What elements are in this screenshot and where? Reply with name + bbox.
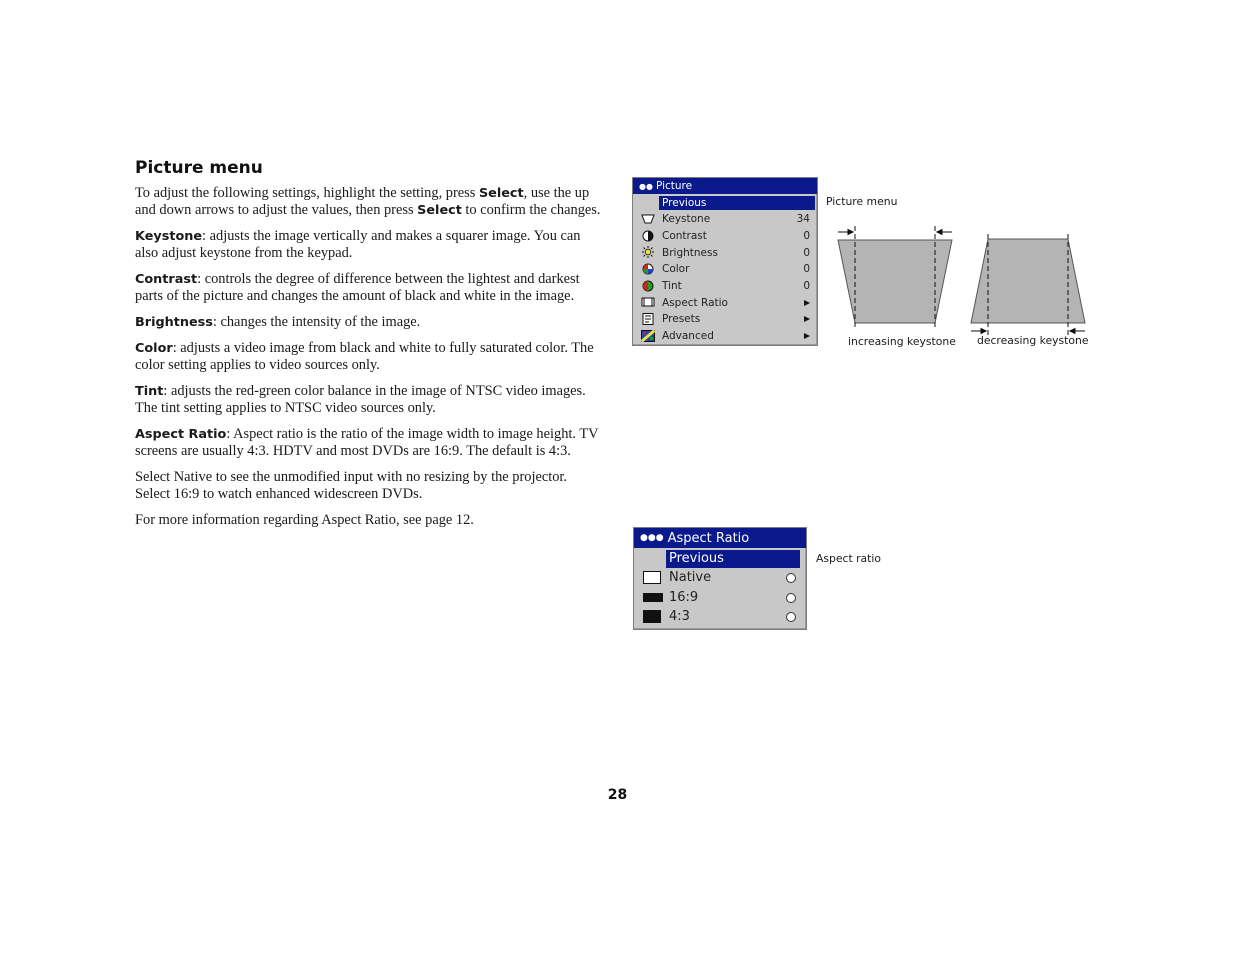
aspect-option-native[interactable] [634, 568, 806, 588]
menu-item-keystone[interactable] [633, 211, 817, 228]
menu-item-value: 0 [803, 263, 810, 276]
brightness-icon [641, 246, 655, 258]
decreasing-keystone-diagram [968, 232, 1088, 338]
color-desc: : adjusts a video image from black and white to fully saturated color. The color setting applies to video sources only. [135, 340, 594, 373]
menu-item-label: Contrast [662, 230, 707, 243]
native-paragraph: Select Native to see the unmodified input with no resizing by the projector. Select 16:9 to watch enhanced widescreen DVDs. [135, 469, 568, 502]
page-number: 28 [607, 787, 628, 803]
menu-item-value: 0 [803, 280, 810, 293]
picture-menu-title-bar [633, 178, 817, 194]
picture-menu-caption: Picture menu [826, 195, 898, 208]
picture-menu-title: Picture [655, 180, 693, 192]
submenu-arrow-icon [780, 330, 810, 342]
aspect-option-label: Native [669, 570, 712, 586]
aspect-ratio-icon [641, 296, 655, 308]
radio-button[interactable] [786, 593, 796, 603]
color-icon [641, 263, 655, 275]
menu-item-tint[interactable] [633, 278, 817, 295]
page-title: Picture menu [135, 158, 263, 178]
brightness-desc: : changes the intensity of the image. [212, 314, 421, 330]
submenu-arrow-icon [780, 313, 810, 325]
aspect-menu-items [634, 568, 806, 627]
native-frame-icon [643, 571, 661, 584]
intro-text-1: To adjust the following settings, highlight the setting, press [135, 185, 479, 201]
tint-paragraph [135, 383, 603, 417]
brightness-paragraph [135, 314, 603, 331]
menu-item-label: Color [662, 263, 690, 276]
aspect-ratio-menu [633, 527, 807, 630]
menu-item-color[interactable] [633, 261, 817, 278]
increasing-keystone-diagram [835, 224, 955, 332]
menu-item-contrast[interactable] [633, 228, 817, 245]
intro-paragraph [135, 185, 603, 219]
radio-button[interactable] [786, 612, 796, 622]
menu-item-label: Keystone [662, 213, 711, 226]
menu-item-presets[interactable] [633, 311, 817, 328]
radio-button[interactable] [786, 573, 796, 583]
aspect-desc: : Aspect ratio is the ratio of the image width to image height. TV screens are usually 4:3. HDTV and most DVDs are 16:9. The default is 4:3. [135, 426, 599, 459]
aspect-menu-title-bar [634, 528, 806, 548]
widescreen-frame-icon [643, 593, 663, 602]
picture-menu-items [633, 211, 817, 345]
menu-item-aspect-ratio[interactable] [633, 294, 817, 311]
picture-menu [632, 177, 818, 346]
keystone-desc: : adjusts the image vertically and makes a squarer image. You can also adjust keystone from the keypad. [135, 228, 581, 261]
decreasing-keystone-caption: decreasing keystone [977, 334, 1089, 347]
keystone-icon [641, 213, 655, 225]
menu-item-value: 0 [803, 230, 810, 243]
aspect-option-label: 4:3 [669, 609, 690, 625]
tint-desc: : adjusts the red-green color balance in the image of NTSC video images. The tint setting applies to NTSC video sources only. [135, 383, 586, 416]
color-term: Color [135, 341, 173, 356]
previous-item[interactable]: Previous [666, 550, 800, 568]
contrast-paragraph [135, 271, 603, 305]
keystone-paragraph [135, 228, 603, 262]
intro-select-2: Select [417, 203, 462, 218]
contrast-desc: : controls the degree of difference between the lightest and darkest parts of the picture and changes the amount of black and white in the image. [135, 271, 580, 304]
aspect-option-label: 16:9 [669, 589, 699, 605]
menu-item-label: Tint [662, 280, 682, 293]
menu-item-advanced[interactable] [633, 328, 817, 345]
submenu-arrow-icon [780, 297, 810, 309]
menu-item-brightness[interactable] [633, 244, 817, 261]
aspect-paragraph [135, 426, 603, 460]
tint-term: Tint [135, 384, 164, 399]
aspect-option-4-3[interactable] [634, 607, 806, 627]
keystone-term: Keystone [135, 229, 203, 244]
contrast-term: Contrast [135, 272, 198, 287]
standard-frame-icon [643, 610, 661, 623]
dots-icon: ●●● [640, 533, 664, 543]
aspect-menu-title: Aspect Ratio [667, 530, 750, 546]
menu-item-label: Brightness [662, 246, 718, 259]
brightness-term: Brightness [135, 315, 213, 330]
menu-item-label: Presets [662, 313, 701, 326]
presets-icon [641, 313, 655, 325]
contrast-icon [641, 230, 655, 242]
intro-text-2: , use the up and down arrows to adjust the values, then press [135, 185, 590, 218]
color-paragraph [135, 340, 603, 374]
advanced-icon [641, 330, 655, 342]
body-text [135, 185, 603, 538]
intro-select-1: Select [478, 186, 524, 201]
dots-icon: ●● [639, 181, 653, 191]
aspect-term: Aspect Ratio [135, 427, 227, 442]
tint-icon [641, 280, 655, 292]
previous-item[interactable]: Previous [659, 196, 815, 210]
aspect-ratio-caption: Aspect ratio [816, 552, 882, 565]
more-info-paragraph: For more information regarding Aspect Ratio, see page 12. [135, 512, 474, 528]
aspect-option-16-9[interactable] [634, 588, 806, 608]
menu-item-value: 0 [803, 246, 810, 259]
intro-text-3: to confirm the changes. [461, 202, 601, 218]
menu-item-label: Aspect Ratio [662, 296, 728, 309]
increasing-keystone-caption: increasing keystone [848, 335, 956, 348]
menu-item-value: 34 [796, 213, 810, 226]
menu-item-label: Advanced [662, 330, 714, 343]
